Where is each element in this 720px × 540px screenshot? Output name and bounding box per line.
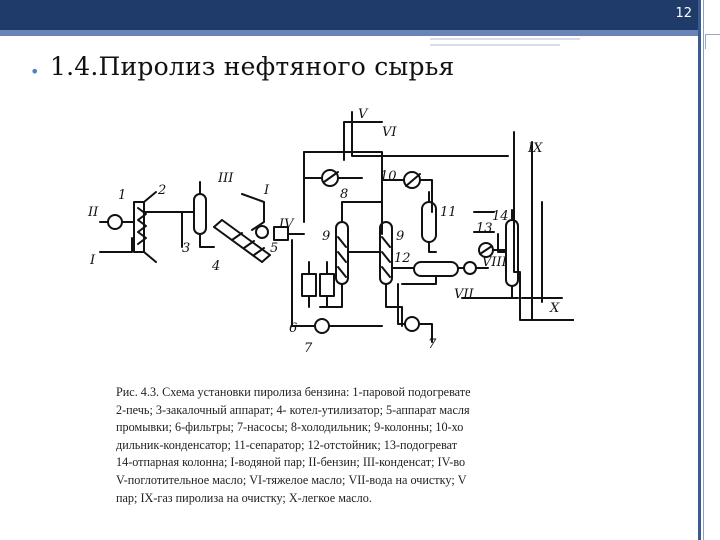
right-edge-bar <box>698 0 701 540</box>
svg-text:VII: VII <box>454 287 474 302</box>
svg-text:13: 13 <box>476 221 493 236</box>
svg-text:4: 4 <box>212 259 221 274</box>
svg-text:X: X <box>550 301 560 316</box>
corner-decoration <box>705 34 720 49</box>
svg-text:7: 7 <box>428 337 437 352</box>
slide-title: 1.4.Пиролиз нефтяного сырья <box>50 52 455 81</box>
svg-text:8: 8 <box>340 187 349 202</box>
svg-text:11: 11 <box>440 205 457 220</box>
svg-text:10: 10 <box>380 169 397 184</box>
svg-text:II: II <box>88 205 99 220</box>
caption-line: промывки; 6-фильтры; 7-насосы; 8-холодильник; 9-колонны; 10-хо <box>116 420 464 435</box>
caption-line: 2-печь; 3-закалочный аппарат; 4- котел-утилизатор; 5-аппарат масля <box>116 402 470 417</box>
right-edge-line <box>703 0 704 540</box>
figure-caption <box>116 384 574 524</box>
svg-text:9: 9 <box>396 229 405 244</box>
header-accent-strip <box>0 30 698 36</box>
svg-text:9: 9 <box>322 229 331 244</box>
svg-text:3: 3 <box>182 241 191 256</box>
svg-text:5: 5 <box>270 241 279 256</box>
svg-text:IX: IX <box>528 141 543 156</box>
page-number: 12 <box>675 6 692 21</box>
svg-text:I: I <box>264 183 270 198</box>
svg-text:2: 2 <box>158 183 167 198</box>
caption-line: Рис. 4.3. Схема установки пиролиза бензина: 1-паровой подогревате <box>116 385 471 399</box>
bullet-icon: • <box>30 62 40 81</box>
caption-line: пар; IX-газ пиролиза на очистку; X-легкое масло. <box>116 490 372 505</box>
caption-line: дильник-конденсатор; 11-сепаратор; 12-отстойник; 13-подогреват <box>116 437 458 452</box>
caption-line: 14-отпарная колонна; I-водяной пар; II-бензин; III-конденсат; IV-во <box>116 455 466 470</box>
svg-text:1: 1 <box>118 188 127 203</box>
svg-text:IV: IV <box>279 217 294 232</box>
svg-text:12: 12 <box>394 251 411 266</box>
svg-text:VIII: VIII <box>482 255 507 270</box>
svg-text:V: V <box>358 107 368 122</box>
header-decor-lines <box>430 38 580 50</box>
caption-line: V-поглотительное масло; VI-тяжелое масло; VII-вода на очистку; V <box>116 472 467 487</box>
header-band <box>0 0 698 30</box>
svg-text:III: III <box>218 171 234 186</box>
svg-text:14: 14 <box>492 209 509 224</box>
svg-text:7: 7 <box>304 341 313 356</box>
svg-text:I: I <box>90 253 96 268</box>
svg-text:6: 6 <box>289 321 298 336</box>
svg-text:VI: VI <box>382 125 397 140</box>
process-flow-diagram <box>82 102 574 384</box>
